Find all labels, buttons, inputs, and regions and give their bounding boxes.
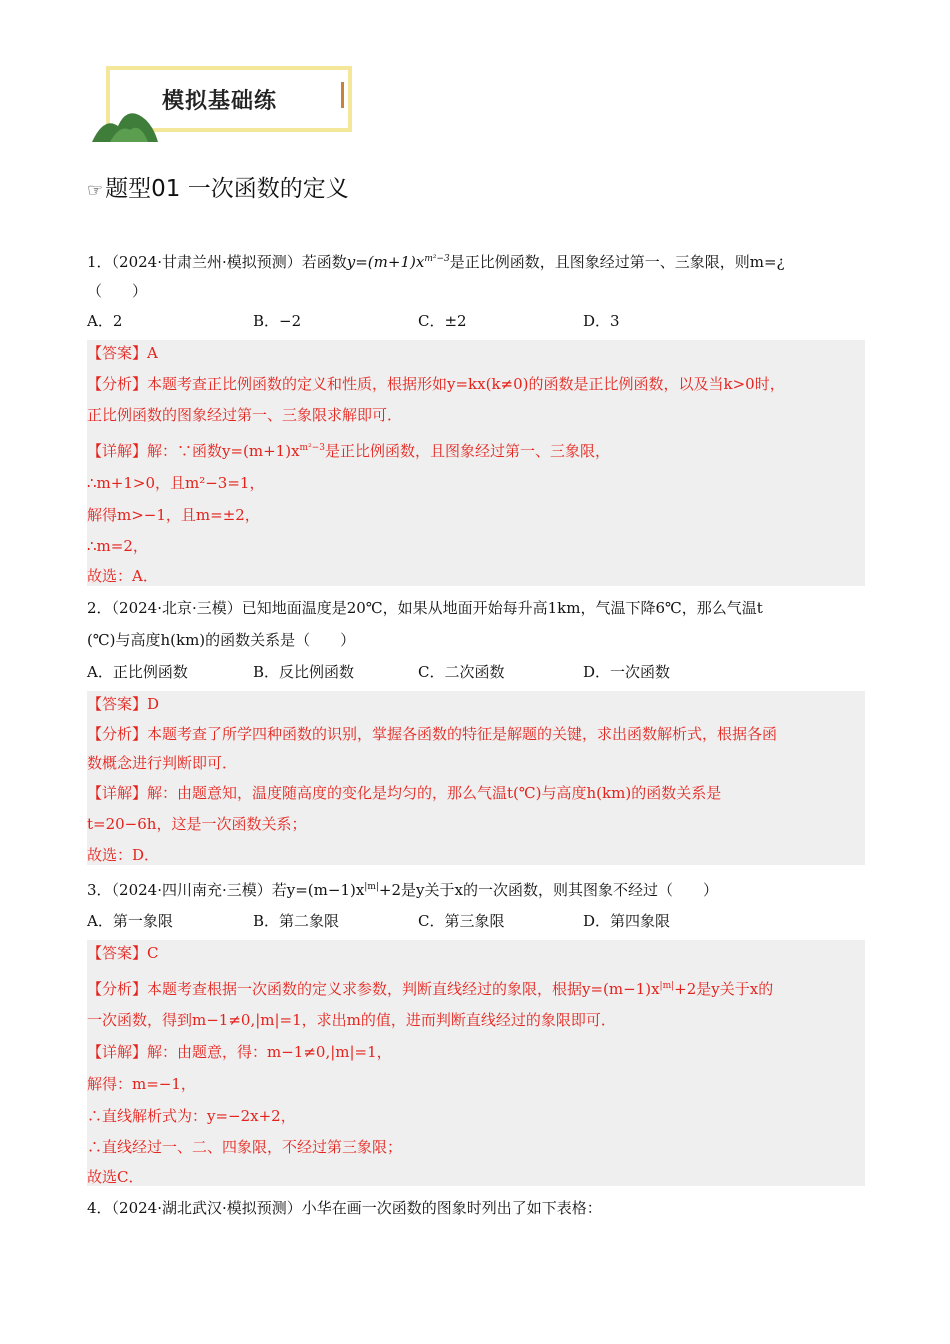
q3-answer: 【答案】C xyxy=(87,944,159,962)
q1-detail-line4: ∴m=2， xyxy=(87,537,148,555)
q1-option-d: D．3 xyxy=(583,312,620,330)
q1-option-c: C．±2 xyxy=(418,312,467,330)
q2-answer: 【答案】D xyxy=(87,695,160,713)
banner-accent-bar xyxy=(341,82,344,108)
q2-stem-line2: (℃)与高度h(km)的函数关系是（ ） xyxy=(87,631,356,649)
q2-analysis-line2: 数概念进行判断即可． xyxy=(87,754,238,772)
q3-answer-panel xyxy=(87,940,865,1186)
q2-detail-line2: t=20−6h，这是一次函数关系； xyxy=(87,815,307,833)
q1-answer-panel xyxy=(87,340,865,586)
pointing-hand-icon: ☞ xyxy=(87,180,104,201)
q3-detail-line5: 故选C． xyxy=(87,1168,144,1186)
q3-detail-line4: ∴直线经过一、二、四象限，不经过第三象限； xyxy=(87,1138,403,1156)
q1-answer: 【答案】A xyxy=(87,344,158,362)
q3-option-c: C．第三象限 xyxy=(418,912,505,930)
section-banner xyxy=(90,62,358,140)
q1-detail-line5: 故选：A． xyxy=(87,567,158,585)
q2-option-c: C．二次函数 xyxy=(418,663,505,681)
banner-title: 模拟基础练 xyxy=(162,89,278,114)
hills-icon xyxy=(90,102,160,142)
q3-option-d: D．第四象限 xyxy=(583,912,671,930)
q3-stem: 3．（2024·四川南充·三模）若$y=(m-1)x^{|m|}+2$是y关于x的一次函数，则其图象不经过（ ） xyxy=(87,881,718,899)
q2-detail-line3: 故选：D． xyxy=(87,846,160,864)
q1-analysis-line1: 【分析】本题考查正比例函数的定义和性质，根据形如y=kx(k≠0)的函数是正比例函数，以及当k>0时， xyxy=(87,375,785,393)
q2-option-d: D．一次函数 xyxy=(583,663,671,681)
q3-analysis-line1: 【分析】本题考查根据一次函数的定义求参数，判断直线经过的象限，根据$y=(m-1)x^{|m|}+2$是y关于x的 xyxy=(87,980,774,998)
q4-stem: 4．（2024·湖北武汉·模拟预测）小华在画一次函数的图象时列出了如下表格： xyxy=(87,1199,602,1217)
q1-detail-line3: 解得m>−1，且m=±2， xyxy=(87,506,260,524)
section-heading xyxy=(87,170,349,203)
q2-analysis-line1: 【分析】本题考查了所学四种函数的识别，掌握各函数的特征是解题的关键，求出函数解析式，根据各函 xyxy=(87,725,778,743)
q1-option-b: B．−2 xyxy=(253,312,302,330)
q1-detail-line2: ∴m+1>0，且m²−3=1， xyxy=(87,474,265,492)
q3-detail-line3: ∴直线解析式为：y=−2x+2， xyxy=(87,1107,296,1125)
q3-analysis-line2: 一次函数，得到m−1≠0,|m|=1，求出m的值，进而判断直线经过的象限即可． xyxy=(87,1011,616,1029)
q3-option-a: A．第一象限 xyxy=(87,912,173,930)
q1-option-a: A．2 xyxy=(87,312,123,330)
q3-option-b: B．第二象限 xyxy=(253,912,340,930)
section-title: 题型01 一次函数的定义 xyxy=(105,176,349,202)
q2-detail-line1: 【详解】解：由题意知，温度随高度的变化是均匀的，那么气温t(℃)与高度h(km)的函数关系是 xyxy=(87,784,722,802)
q2-stem-line1: 2．（2024·北京·三模）已知地面温度是20℃，如果从地面开始每升高1km，气温下降6℃，那么气温t xyxy=(87,599,763,617)
q3-detail-line1: 【详解】解：由题意，得：m−1≠0,|m|=1， xyxy=(87,1043,392,1061)
q3-detail-line2: 解得：m=−1， xyxy=(87,1075,196,1093)
q1-analysis-line2: 正比例函数的图象经过第一、三象限求解即可． xyxy=(87,406,403,424)
q1-stem-line1: 1．（2024·甘肃兰州·模拟预测）若函数$y=(m+1)x^{m^2-3}$是正比例函数，且图象经过第一、三象限，则m=¿ xyxy=(87,253,785,271)
q2-answer-panel xyxy=(87,691,865,865)
q2-option-b: B．反比例函数 xyxy=(253,663,355,681)
q2-option-a: A．正比例函数 xyxy=(87,663,188,681)
q1-stem-line2: （ ） xyxy=(87,282,148,300)
q1-detail-line1: 【详解】解：∵函数$y=(m+1)x^{m^2-3}$是正比例函数，且图象经过第一、三象限， xyxy=(87,442,610,460)
